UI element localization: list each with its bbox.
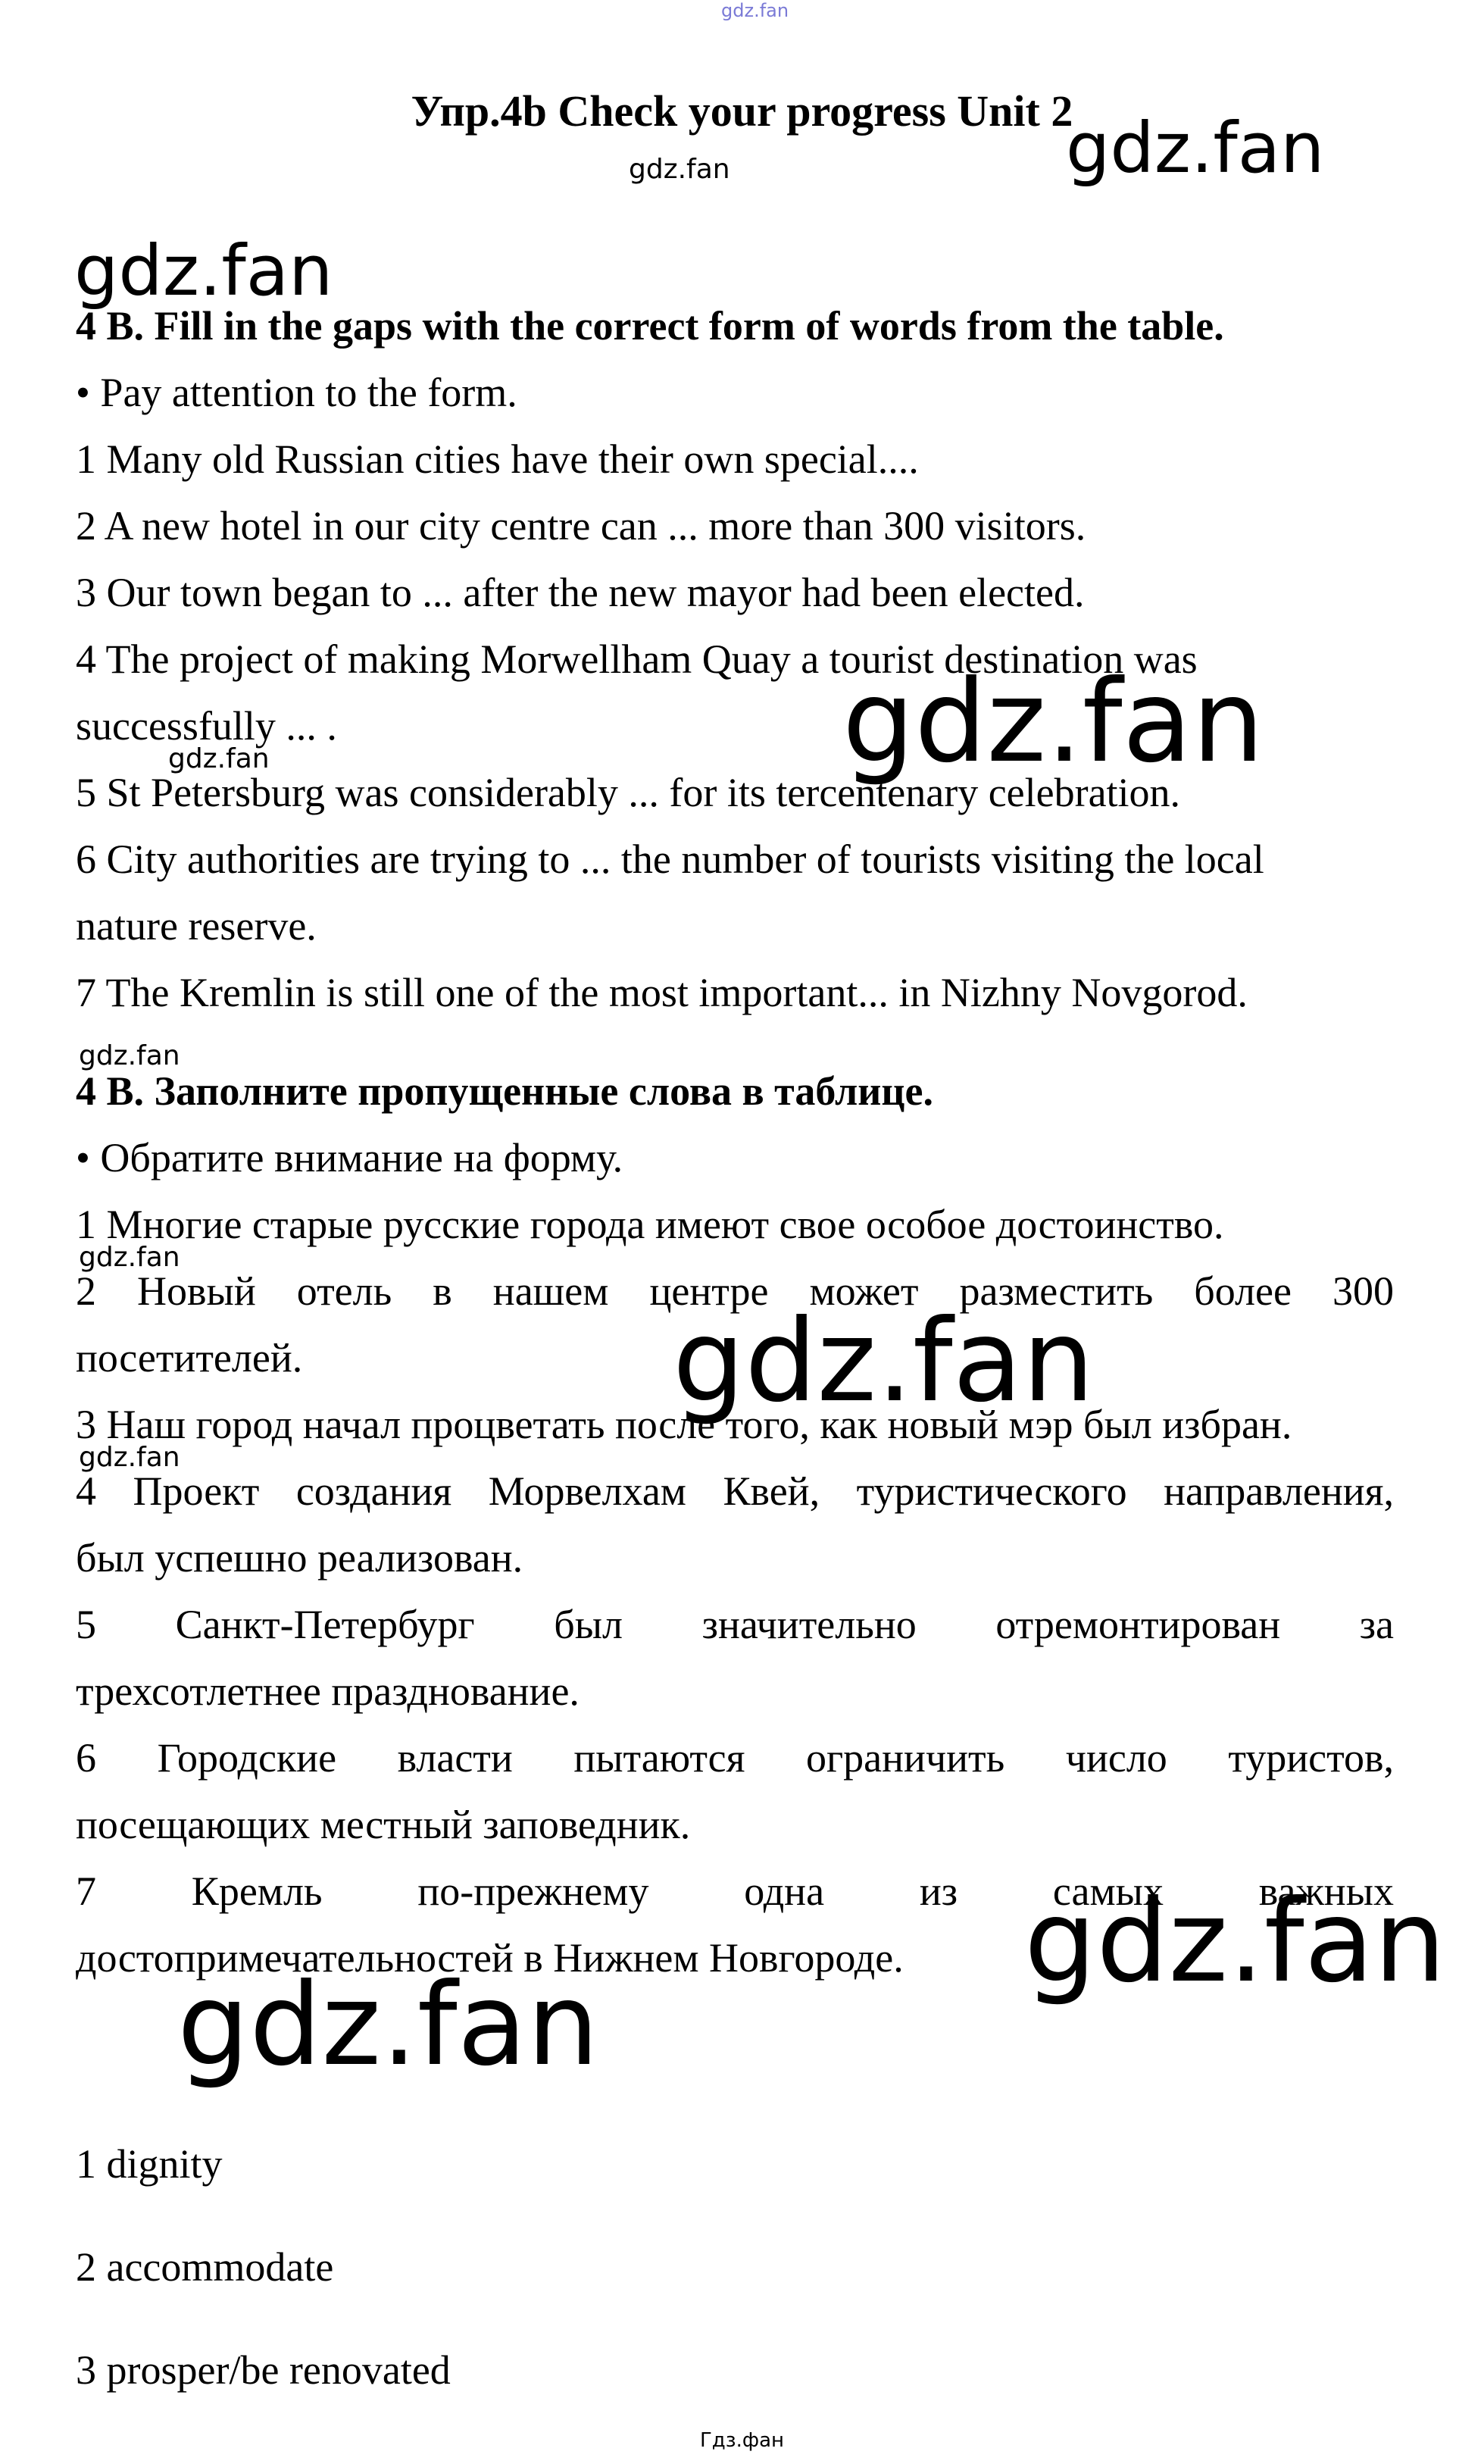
english-line-6: 6 City authorities are trying to ... the number of tourists visiting the local (76, 836, 1264, 882)
page-title: Упр.4b Check your progress Unit 2 (411, 86, 1073, 136)
russian-line-5: 5 Санкт-Петербург был значительно отремонтирован за (76, 1602, 1394, 1647)
russian-note: • Обратите внимание на форму. (76, 1135, 623, 1180)
english-line-4-cont: successfully ... . (76, 703, 337, 749)
page-footer: Гдз.фан (699, 2429, 785, 2452)
english-line-6-cont: nature reserve. (76, 903, 317, 949)
watermark: gdz.fan (1024, 1876, 1446, 2008)
watermark: gdz.fan (168, 743, 270, 774)
english-heading: 4 B. Fill in the gaps with the correct form of words from the table. (76, 303, 1224, 349)
russian-heading: 4 В. Заполните пропущенные слова в таблице. (76, 1068, 933, 1114)
top-watermark: gdz.fan (721, 0, 789, 21)
watermark: gdz.fan (673, 1296, 1095, 1427)
english-note: • Pay attention to the form. (76, 370, 517, 415)
russian-line-4-cont: был успешно реализован. (76, 1535, 523, 1581)
russian-line-3: 3 Наш город начал процветать после того, как новый мэр был избран. (76, 1402, 1292, 1447)
answer-3: 3 prosper/be renovated (76, 2347, 451, 2393)
russian-line-4: 4 Проект создания Морвелхам Квей, туристического направления, (76, 1468, 1394, 1514)
english-line-2: 2 A new hotel in our city centre can ... more than 300 visitors. (76, 503, 1086, 549)
russian-line-2: 2 Новый отель в нашем центре может разместить более 300 (76, 1268, 1394, 1314)
watermark: gdz.fan (79, 1242, 180, 1273)
watermark: gdz.fan (79, 1040, 180, 1071)
answer-1: 1 dignity (76, 2141, 223, 2187)
answer-2: 2 accommodate (76, 2244, 334, 2290)
english-line-1: 1 Many old Russian cities have their own special.... (76, 436, 919, 482)
watermark: gdz.fan (1066, 108, 1325, 189)
english-line-3: 3 Our town began to ... after the new mayor had been elected. (76, 570, 1085, 615)
russian-line-2-cont: посетителей. (76, 1335, 303, 1381)
russian-line-7-cont: достопримечательностей в Нижнем Новгороде. (76, 1935, 904, 1981)
russian-line-6-cont: посещающих местный заповедник. (76, 1802, 691, 1847)
watermark: gdz.fan (79, 1442, 180, 1473)
watermark: gdz.fan (629, 154, 730, 185)
english-line-4: 4 The project of making Morwellham Quay a tourist destination was (76, 636, 1198, 682)
watermark: gdz.fan (177, 1959, 599, 2091)
russian-line-7: 7 Кремль по-прежнему одна из самых важных (76, 1868, 1394, 1914)
english-line-7: 7 The Kremlin is still one of the most important... in Nizhny Novgorod. (76, 970, 1248, 1015)
russian-line-1: 1 Многие старые русские города имеют свое особое достоинство. (76, 1202, 1224, 1247)
watermark: gdz.fan (842, 656, 1264, 788)
watermark: gdz.fan (74, 230, 333, 311)
english-line-5: 5 St Petersburg was considerably ... for its tercentenary celebration. (76, 770, 1181, 815)
russian-line-6: 6 Городские власти пытаются ограничить число туристов, (76, 1735, 1394, 1781)
russian-line-5-cont: трехсотлетнее празднование. (76, 1668, 580, 1714)
